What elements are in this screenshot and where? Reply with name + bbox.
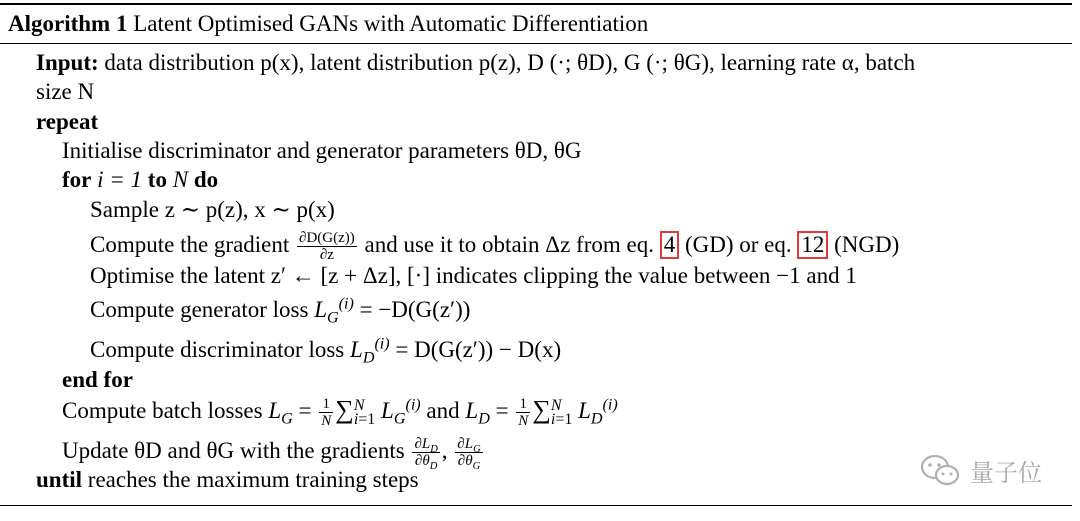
until-text: reaches the maximum training steps xyxy=(87,467,419,492)
endfor-keyword: end for xyxy=(62,367,133,392)
batch-and: and xyxy=(426,398,460,423)
eq-ref-gd[interactable]: 4 xyxy=(660,231,680,259)
for-limit: N xyxy=(172,167,189,192)
disc-loss-line xyxy=(90,335,562,367)
batch-ld-symbol: $L_D$ xyxy=(465,398,490,428)
sample-text: Sample z ∼ p(z), x ∼ p(x) xyxy=(90,197,335,222)
input-text: data distribution p(x), latent distribution p(z), D (·; θD), G (·; θG), learning rate α, batch xyxy=(104,50,916,75)
until-keyword: until xyxy=(36,467,83,492)
gradient-prefix: Compute the gradient xyxy=(90,231,290,257)
batch-lg-term: $L_G^{(i)}$ xyxy=(381,396,421,428)
until-line xyxy=(36,466,419,494)
gradient-gd: (GD) or eq. xyxy=(684,231,792,257)
input-text-2: size N xyxy=(36,79,95,104)
wechat-icon xyxy=(920,454,960,488)
endfor-line xyxy=(62,366,133,394)
gen-loss-line xyxy=(90,295,471,327)
bottom-rule xyxy=(0,505,1072,506)
top-rule xyxy=(0,3,1072,5)
grad-lg-fraction: $\frac{\partial L_G}{\partial\theta_G}$ xyxy=(457,436,481,472)
sum-bounds-g: N i=1 xyxy=(353,396,376,428)
algorithm-title: Latent Optimised GANs with Automatic Differentiation xyxy=(133,11,649,36)
sum-bounds-d: N i=1 xyxy=(550,396,573,428)
gradient-ngd: (NGD) xyxy=(834,231,900,257)
eq-ref-ngd[interactable]: 12 xyxy=(797,231,828,259)
watermark xyxy=(920,453,1042,488)
gradient-fraction xyxy=(297,230,357,263)
for-keyword: for xyxy=(62,167,92,192)
batch-ld-term: $L_D^{(i)}$ xyxy=(578,396,618,428)
batch-loss-prefix: Compute batch losses xyxy=(62,398,263,423)
input-line xyxy=(36,49,915,77)
for-line xyxy=(62,166,218,194)
gradient-middle: and use it to obtain Δz from eq. xyxy=(364,231,654,257)
sum-symbol-d: ∑ xyxy=(532,395,551,424)
input-keyword: Input: xyxy=(36,50,99,75)
caption-rule xyxy=(0,43,1072,44)
sum-symbol-g: ∑ xyxy=(335,395,354,424)
algorithm-caption xyxy=(8,10,648,38)
optimise-text: Optimise the latent z′ ← [z + Δz], [·] indicates clipping the value between −1 and 1 xyxy=(90,263,857,288)
disc-loss-equation: = D(G(z′)) − D(x) xyxy=(395,337,562,362)
repeat-line xyxy=(36,108,98,136)
repeat-keyword: repeat xyxy=(36,109,99,134)
optimise-line xyxy=(90,262,857,290)
init-line xyxy=(62,137,582,165)
update-line: Update θD and θG with the gradients $\frac{\partial L_D}{\partial\theta_D}$ , $\frac{\partial L_G}{\partial\theta_G}$ xyxy=(62,436,481,472)
algorithm-label: Algorithm 1 xyxy=(8,11,128,36)
do-keyword: do xyxy=(193,167,219,192)
init-text: Initialise discriminator and generator parameters θD, θG xyxy=(62,138,582,163)
disc-loss-symbol: $L_D^{(i)}$ xyxy=(350,335,390,367)
input-line-2 xyxy=(36,78,94,106)
gen-loss-equation: = −D(G(z′)) xyxy=(359,297,471,322)
to-keyword: to xyxy=(147,167,167,192)
batch-ld-fraction: $\frac{1}{N}$ xyxy=(518,396,529,430)
gradient-numerator: ∂D(G(z)) xyxy=(299,230,355,246)
sample-line xyxy=(90,196,335,224)
update-text: Update θD and θG with the gradients xyxy=(62,437,405,463)
gradient-line xyxy=(90,230,899,263)
batch-lg-symbol: $L_G$ xyxy=(268,398,293,428)
gen-loss-symbol: $L_G^{(i)}$ xyxy=(314,295,354,327)
for-condition: i = 1 xyxy=(97,167,143,192)
gen-loss-prefix: Compute generator loss xyxy=(90,297,309,322)
gradient-denominator: ∂z xyxy=(319,247,334,263)
batch-lg-fraction: $\frac{1}{N}$ xyxy=(321,396,332,430)
disc-loss-prefix: Compute discriminator loss xyxy=(90,337,345,362)
batch-loss-line: Compute batch losses $L_G$ = $\frac{1}{N}$ ∑ N i=1 $L_G^{(i)}$ and $L_D$ = $\frac{1}{N}$ ∑ N i=1 $L_D^{(i)}$ xyxy=(62,395,618,430)
grad-ld-fraction: $\frac{\partial L_D}{\partial\theta_D}$ xyxy=(414,436,438,472)
watermark-text: 量子位 xyxy=(970,459,1042,487)
